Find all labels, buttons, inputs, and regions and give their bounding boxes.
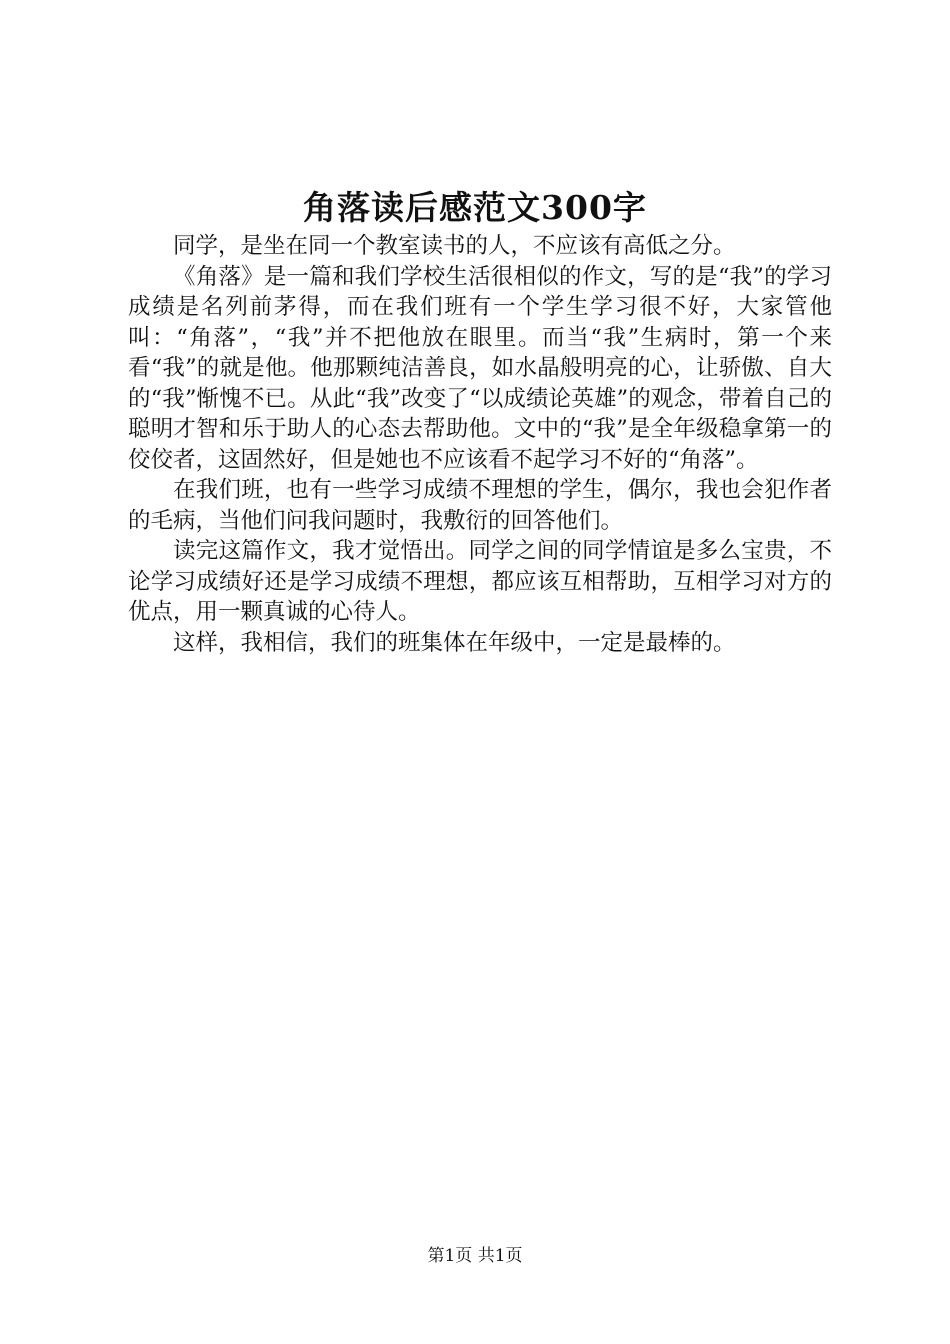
paragraph: 《角落》是一篇和我们学校生活很相似的作文，写的是“我”的学习成绩是名列前茅得，而在我们班有一个学生学习很不好，大家管他叫：“角落”，“我”并不把他放在眼里。而当“我”生病时，第一个来看“我”的就是他。他那颗纯洁善良，如水晶般明亮的心，让骄傲、自大的“我”惭愧不已。从此“我”改变了“以成绩论英雄”的观念，带着自己的聪明才智和乐于助人的心态去帮助他。文中的“我”是全年级稳拿第一的佼佼者，这固然好，但是她也不应该看不起学习不好的“角落”。 xyxy=(128,263,832,473)
paragraph: 同学，是坐在同一个教室读书的人，不应该有高低之分。 xyxy=(173,233,736,259)
paragraph: 读完这篇作文，我才觉悟出。同学之间的同学情谊是多么宝贵，不论学习成绩好还是学习成绩不理想，都应该互相帮助，互相学习对方的优点，用一颗真诚的心待人。 xyxy=(128,538,832,625)
paragraph: 这样，我相信，我们的班集体在年级中，一定是最棒的。 xyxy=(173,629,736,656)
document-body xyxy=(128,231,832,658)
document-title: 角落读后感范文300字 xyxy=(303,188,647,227)
page-footer: 第1页 共1页 xyxy=(427,1246,523,1266)
paragraph: 在我们班，也有一些学习成绩不理想的学生，偶尔，我也会犯作者的毛病，当他们问我问题时，我敷衍的回答他们。 xyxy=(128,477,832,534)
